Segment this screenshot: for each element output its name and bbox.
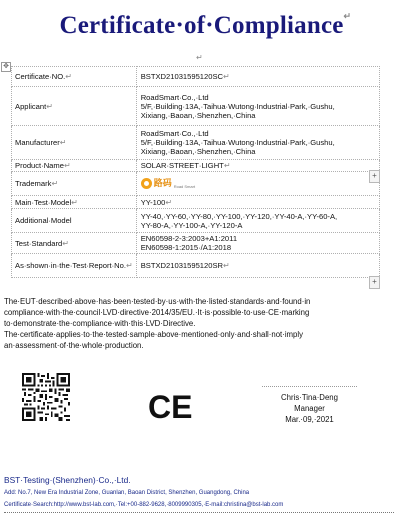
- row-label: As·shown·in·the·Test·Report·No.↵: [12, 254, 137, 278]
- signatory-title: Manager: [294, 404, 325, 413]
- product-name-value: SOLAR·STREET·LIGHT↵: [136, 160, 379, 172]
- issuer-contact: Certificate·Search:http://www.bst-lab.com,·Tel:+00-882-9628,·8009990305,·E-mail:christina@bst-lab.com: [4, 502, 284, 508]
- row-label: Manufacturer↵: [12, 126, 137, 160]
- signatory-name: Chris·Tina·Deng: [281, 393, 338, 402]
- row-label: Trademark↵: [12, 172, 137, 196]
- paragraph-mark: ↵: [196, 53, 203, 62]
- logo-icon: [141, 178, 152, 189]
- issuer-address: Add: No.7, New Era Industrial Zone, Guanlan, Baoan District, Shenzhen, Guangdong, China: [4, 490, 250, 496]
- add-row-button[interactable]: +: [369, 170, 380, 183]
- applicant-value: RoadSmart·Co.,·Ltd 5/F,·Building·13A,·Taihua·Wutong·Industrial·Park,·Gushu, Xixiang,·Baoan,·Shenzhen,·China: [136, 87, 379, 126]
- table-row: [12, 172, 380, 196]
- footer-divider: [4, 512, 394, 513]
- signature-block: [262, 386, 357, 425]
- table-row: [12, 87, 380, 126]
- table-row: [12, 126, 380, 160]
- test-report-number: BSTXD21031595120SR↵: [136, 254, 379, 278]
- row-label: Product·Name↵: [12, 160, 137, 172]
- certificate-table: [11, 66, 380, 278]
- main-test-model-value: YY-100↵: [136, 196, 379, 209]
- trademark-value: [136, 172, 379, 196]
- table-row: [12, 160, 380, 172]
- table-row: [12, 233, 380, 254]
- add-row-button[interactable]: +: [369, 276, 380, 289]
- test-standard-value: EN60598-2-3:2003+A1:2011 EN60598-1:2015·/A1:2018: [136, 233, 379, 254]
- compliance-statement: The·EUT·described·above·has·been·tested·by·us·with·the·listed·standards·and·found·in compliance·with·the·council·LVD·directive·2014/35/EU.·It·is·possible·to·use·CE·marking to·demonstrate·the·compliance·with·this·LVD·Directive. The·certificate·applies·to·the·tested·sample·above·mentioned·only·and·shall·not·imply an·assessment·of·the·whole·production.: [4, 297, 311, 350]
- qr-code: [22, 373, 70, 421]
- row-label: Test·Standard↵: [12, 233, 137, 254]
- roadsmart-logo: 路码 Road Smart: [141, 176, 195, 191]
- table-row: [12, 254, 380, 278]
- table-move-handle[interactable]: ✥: [1, 62, 11, 72]
- certificate-title: Certificate·of·Compliance ↵: [59, 11, 352, 39]
- signature-date: Mar.·09,·2021: [285, 415, 334, 424]
- additional-model-value: YY-40,·YY-60,·YY-80,·YY-100,·YY-120,·YY-40-A,·YY-60-A, YY-80-A,·YY-100-A,·YY-120-A: [136, 209, 379, 233]
- table-row: [12, 67, 380, 87]
- certificate-number: BSTXD21031595120SC↵: [136, 67, 379, 87]
- row-label: Certificate·NO.↵: [12, 67, 137, 87]
- row-label: Applicant↵: [12, 87, 137, 126]
- ce-mark-icon: [148, 389, 193, 425]
- table-row: [12, 209, 380, 233]
- row-label: Main·Test·Model↵: [12, 196, 137, 209]
- row-label: Additional·Model: [12, 209, 137, 233]
- table-row: [12, 196, 380, 209]
- manufacturer-value: RoadSmart·Co.,·Ltd 5/F,·Building·13A,·Taihua·Wutong·Industrial·Park,·Gushu, Xixiang,·Baoan,·Shenzhen,·China: [136, 126, 379, 160]
- svg-text:CE: CE: [148, 389, 193, 425]
- issuer-company: BST·Testing·(Shenzhen)·Co.,·Ltd.: [4, 475, 131, 485]
